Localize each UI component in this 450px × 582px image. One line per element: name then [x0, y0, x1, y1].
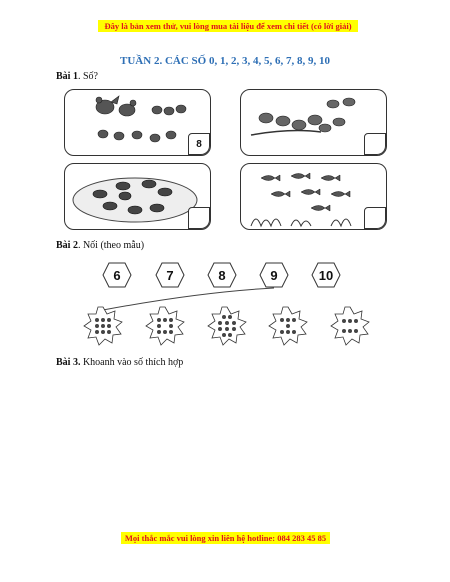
- number-label: 9: [270, 267, 278, 283]
- exercise-1-label: Bài 1: [56, 71, 78, 82]
- exercise-3-label: Bài 3.: [56, 357, 81, 368]
- number-label: 7: [166, 267, 174, 283]
- number-label: 8: [218, 267, 226, 283]
- dot-group-9[interactable]: [83, 306, 123, 346]
- number-label: 10: [318, 267, 334, 283]
- number-label: 6: [113, 267, 121, 283]
- hotline-footer: Mọi thắc mắc vui lòng xin liên hệ hotline: 084 283 45 85: [121, 532, 330, 544]
- exercise-3-heading: [56, 357, 183, 368]
- page-title: TUẦN 2. CÁC SỐ 0, 1, 2, 3, 4, 5, 6, 7, 8, 9, 10: [120, 55, 330, 67]
- dot-group-7[interactable]: [268, 306, 308, 346]
- preview-notice-banner: Đây là bản xem thử, vui lòng mua tài liệu để xem chi tiết (có lời giải): [98, 20, 358, 32]
- exercise-2-instruction: . Nối (theo mẫu): [77, 240, 145, 251]
- dot-group-6[interactable]: [330, 306, 370, 346]
- exercise-2-label: Bài 2: [56, 240, 78, 251]
- exercise-3-instruction: Khoanh vào số thích hợp: [80, 357, 184, 368]
- dot-group-8[interactable]: [145, 306, 185, 346]
- answer-box-1[interactable]: 8: [188, 133, 210, 155]
- dot-group-10[interactable]: [207, 306, 247, 346]
- exercise-1-instruction: . Số?: [77, 71, 98, 82]
